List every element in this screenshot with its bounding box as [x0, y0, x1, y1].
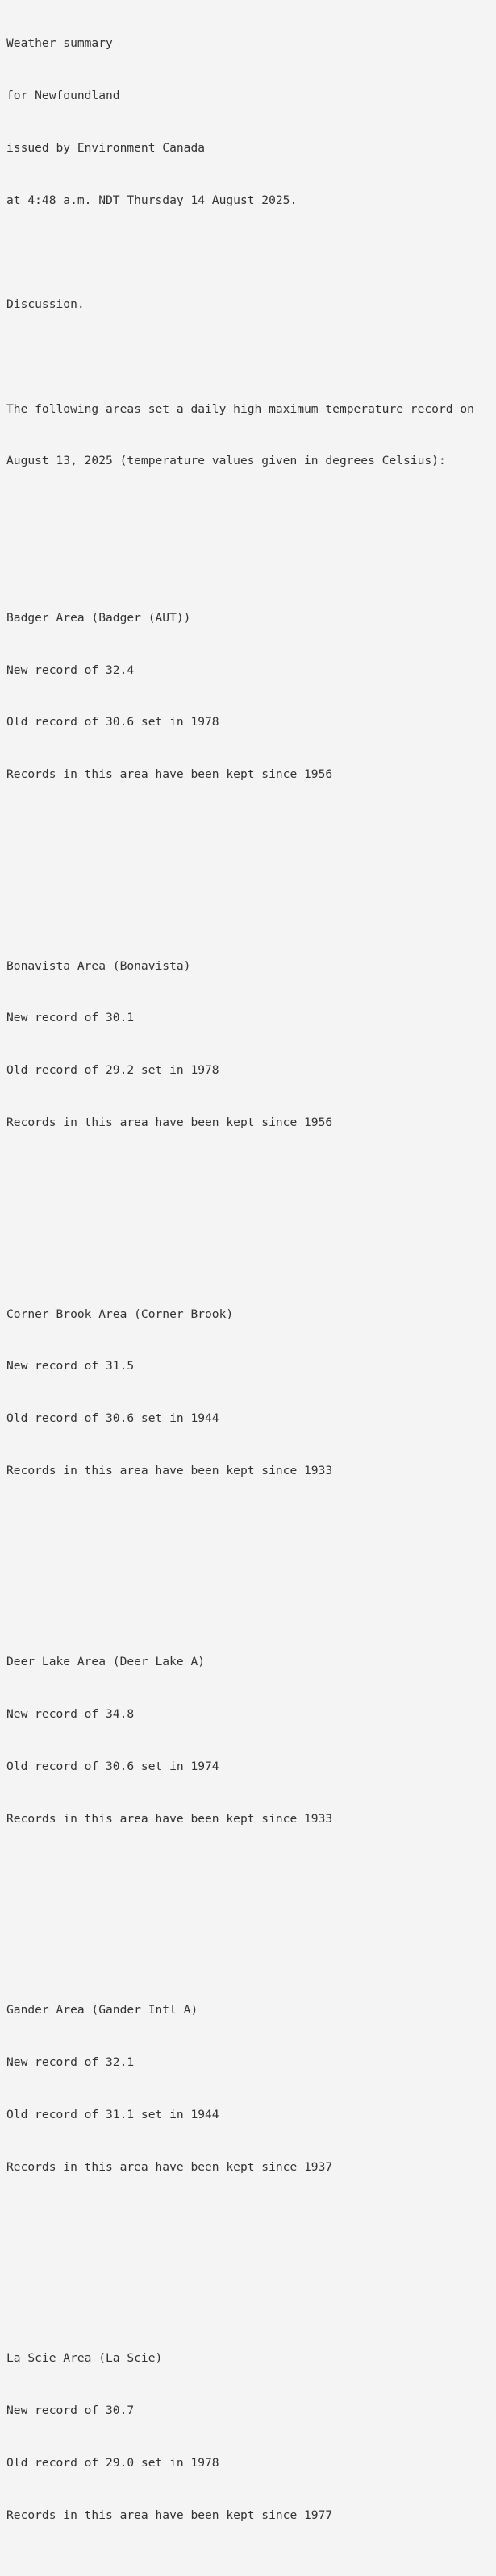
record-old: Old record of 30.6 set in 1978	[6, 715, 219, 729]
spacer	[6, 2246, 474, 2263]
record-old: Old record of 30.6 set in 1974	[6, 1759, 219, 1773]
summary-issue-time: at 4:48 a.m. NDT Thursday 14 August 2025.	[6, 193, 298, 207]
record-area: La Scie Area (La Scie)	[6, 2351, 163, 2366]
record-kept-since: Records in this area have been kept since 1933	[6, 1811, 333, 1826]
record-new: New record of 34.8	[6, 1707, 135, 1722]
record-area: Bonavista Area (Bonavista)	[6, 958, 191, 973]
record-new: New record of 30.7	[6, 2403, 135, 2417]
summary-region: for Newfoundland	[6, 88, 120, 102]
record-kept-since: Records in this area have been kept since 1956	[6, 1116, 333, 1129]
spacer	[6, 1897, 474, 1915]
record-block	[6, 1967, 474, 2210]
spacer	[6, 1201, 474, 1219]
record-block	[6, 2315, 474, 2558]
record-old: Old record of 31.1 set in 1944	[6, 2107, 219, 2121]
record-area: Corner Brook Area (Corner Brook)	[6, 1307, 234, 1321]
record-old: Old record of 30.6 set in 1944	[6, 1411, 219, 1426]
record-new: New record of 32.4	[6, 663, 135, 677]
spacer	[6, 348, 474, 366]
record-new: New record of 31.5	[6, 1359, 135, 1373]
record-block	[6, 1270, 474, 1514]
discussion-intro-line-2: August 13, 2025 (temperature values given in degrees Celsius):	[6, 454, 446, 468]
discussion-heading: Discussion.	[6, 297, 85, 312]
spacer	[6, 505, 474, 522]
record-kept-since: Records in this area have been kept since 1933	[6, 1463, 333, 1477]
record-kept-since: Records in this area have been kept since 1956	[6, 767, 333, 782]
record-area: Badger Area (Badger (AUT))	[6, 610, 191, 625]
record-block	[6, 922, 474, 1165]
weather-summary-document	[6, 0, 474, 2576]
record-new: New record of 32.1	[6, 2055, 135, 2070]
record-kept-since: Records in this area have been kept since 1937	[6, 2159, 333, 2174]
record-old: Old record of 29.0 set in 1978	[6, 2455, 219, 2470]
record-area: Gander Area (Gander Intl A)	[6, 2003, 198, 2017]
spacer	[6, 243, 474, 261]
spacer	[6, 853, 474, 870]
summary-title: Weather summary	[6, 36, 113, 51]
record-new: New record of 30.1	[6, 1011, 135, 1025]
spacer	[6, 1549, 474, 1567]
record-kept-since: Records in this area have been kept since 1977	[6, 2507, 333, 2522]
discussion-intro-line-1: The following areas set a daily high maximum temperature record on	[6, 401, 474, 416]
record-area: Deer Lake Area (Deer Lake A)	[6, 1655, 206, 1669]
record-block	[6, 1618, 474, 1862]
record-block	[6, 575, 474, 818]
summary-issuer: issued by Environment Canada	[6, 140, 206, 155]
record-old: Old record of 29.2 set in 1978	[6, 1063, 219, 1078]
